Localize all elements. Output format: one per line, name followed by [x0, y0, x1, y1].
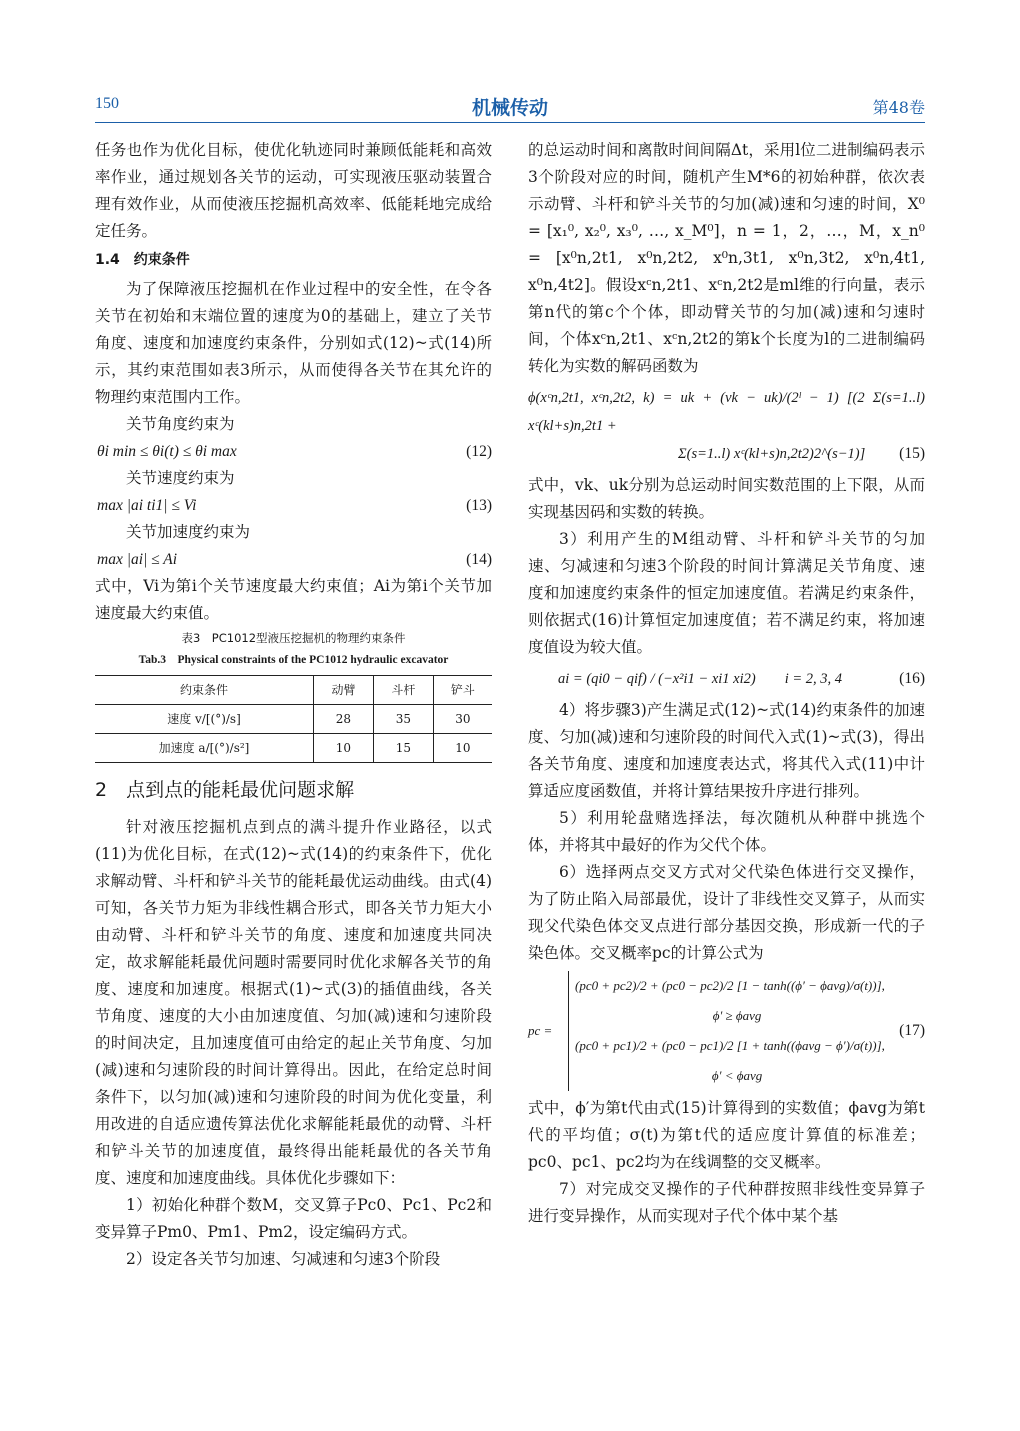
section-heading: 2 点到点的能耗最优问题求解 — [95, 779, 355, 801]
paragraph: 式中，ϕ′为第t代由式(15)计算得到的实数值；ϕavg为第t代的平均值；σ(t)为第t代的适应度计算值的标准差；pc0、pc1、pc2均为在线调整的交叉概率。 — [528, 1099, 925, 1171]
equation-number: (15) — [899, 445, 925, 462]
table-row — [95, 734, 492, 763]
paragraph: 针对液压挖掘机点到点的满斗提升作业路径，以式(11)为优化目标，在式(12)~式(14)的约束条件下，优化求解动臂、斗杆和铲斗关节的能耗最优运动曲线。由式(4)可知，各关节力矩为非线性耦合形式，即各关节力矩大小由动臂、斗杆和铲斗关节的角度、速度和加速度共同决定，故求解能耗最优问题时需要同时优化求解各关节的角度、速度和加速度。根据式(1)~式(3)的插值曲线，各关节角度、速度的大小由加速度值、匀加(减)速和匀速阶段的时间决定，且加速度值可由给定的起止关节角度、匀加(减)速和匀速阶段的时间计算得出。因此，在给定总时间条件下，以匀加(减)速和匀速阶段的时间为优化变量，利用改进的自适应遗传算法优化求解能耗最优的动臂、斗杆和铲斗关节的加速度值，最终得出能耗最优的各关节角度、速度和加速度曲线。具体优化步骤如下： — [95, 818, 492, 1187]
equation-number: (14) — [466, 551, 492, 568]
table-cell: 35 — [373, 705, 433, 734]
table-cell: 30 — [433, 705, 492, 734]
paragraph: 3）利用产生的M组动臂、斗杆和铲斗关节的匀加速、匀减速和匀速3个阶段的时间计算满足关节角度、速度和加速度约束条件的恒定加速度值。若满足约束条件，则依据式(16)计算恒定加速度值；若不满足约束，将加速度值设为较大值。 — [528, 530, 925, 656]
equation-body: max |ai| ≤ Ai — [97, 551, 178, 568]
paragraph: 4）将步骤3)产生满足式(12)~式(14)约束条件的加速度、匀加(减)速和匀速阶段的时间代入式(1)~式(3)，得出各关节角度、速度和加速度表达式，将其代入式(11)中计算适应度函数值，并将计算结果按升序进行排列。 — [528, 701, 925, 800]
paragraph: 7）对完成交叉操作的子代种群按照非线性变异算子进行变异操作，从而实现对子代个体中某个基 — [528, 1180, 925, 1225]
paragraph: 5）利用轮盘赌选择法，每次随机从种群中挑选个体，并将其中最好的作为父代个体。 — [528, 809, 925, 854]
case-line: (pc0 + pc2)/2 + (pc0 − pc2)/2 [1 − tanh((ϕ′ − ϕavg)/σ(t))], — [575, 978, 885, 993]
equation-line: Σ(s=1..l) xᶜ(kl+s)n,2t2)2^(s−1)] — [678, 446, 866, 462]
equation-number: (12) — [466, 443, 492, 460]
table-cell: 加速度 a/[(°)/s²] — [95, 734, 314, 763]
equation-14 — [95, 546, 492, 573]
equation-12 — [95, 438, 492, 465]
equation-label: 关节角度约束为 — [126, 415, 235, 433]
piecewise-cases — [568, 971, 899, 1091]
equation-16 — [528, 665, 925, 693]
section-heading: 1.4 约束条件 — [95, 252, 190, 268]
equation-15 — [528, 384, 925, 468]
case-line: (pc0 + pc1)/2 + (pc0 − pc1)/2 [1 + tanh((ϕavg − ϕ′)/σ(t))], — [575, 1038, 885, 1053]
equation-13 — [95, 492, 492, 519]
case-condition: ϕ′ ≥ ϕavg — [712, 1008, 762, 1023]
constraints-table — [95, 675, 492, 763]
table-header-cell: 动臂 — [314, 676, 374, 705]
paragraph: 式中，Vi为第i个关节速度最大约束值；Ai为第i个关节加速度最大约束值。 — [95, 577, 492, 622]
equation-body: θi min ≤ θi(t) ≤ θi max — [97, 443, 237, 460]
equation-number: (13) — [466, 497, 492, 514]
page-header — [95, 93, 925, 123]
table-cell: 10 — [314, 734, 374, 763]
table-row — [95, 705, 492, 734]
equation-body: ai = (qi0 − qif) / (−x²i1 − xi1 xi2) i = 2, 3, 4 — [558, 671, 843, 687]
table-cell: 15 — [373, 734, 433, 763]
paragraph: 为了保障液压挖掘机在作业过程中的安全性，在令各关节在初始和末端位置的速度为0的基础上，建立了关节角度、速度和加速度约束条件，分别如式(12)~式(14)所示，其约束范围如表3所示，从而使得各关节在其允许的物理约束范围内工作。 — [95, 280, 492, 406]
equation-body: max |ai ti1| ≤ Vi — [97, 497, 197, 514]
equation-17 — [528, 971, 925, 1091]
volume-label: 第48卷 — [872, 98, 925, 117]
table-caption-en: Tab.3 Physical constraints of the PC1012 hydraulic excavator — [138, 654, 449, 666]
paragraph: 式中，vk、uk分别为总运动时间实数范围的上下限，从而实现基因码和实数的转换。 — [528, 476, 925, 521]
table-cell: 28 — [314, 705, 374, 734]
table-cell: 10 — [433, 734, 492, 763]
paragraph: 2）设定各关节匀加速、匀减速和匀速3个阶段 — [126, 1250, 441, 1268]
paragraph: 6）选择两点交叉方式对父代染色体进行交叉操作，为了防止陷入局部最优，设计了非线性交叉算子，从而实现父代染色体交叉点进行部分基因交换，形成新一代的子染色体。交叉概率pc的计算公式为 — [528, 863, 925, 962]
table-header-cell: 约束条件 — [179, 682, 228, 697]
journal-title: 机械传动 — [471, 97, 548, 119]
table-caption-cn: 表3 PC1012型液压挖掘机的物理约束条件 — [181, 631, 406, 645]
equation-label: 关节加速度约束为 — [126, 523, 251, 541]
header-rule — [95, 122, 925, 123]
equation-label: 关节速度约束为 — [126, 469, 235, 487]
table-cell: 速度 v/[(°)/s] — [167, 711, 241, 726]
page-number: 150 — [95, 95, 119, 112]
paragraph: 的总运动时间和离散时间间隔Δt，采用l位二进制编码表示3个阶段对应的时间，随机产生M*6的初始种群，依次表示动臂、斗杆和铲斗关节的匀加(减)速和匀速的时间，X⁰ = [x₁⁰, x₂⁰, x₃⁰, …, x_M⁰]，n = 1，2，…，M，x_n⁰ = [x⁰n,2t1, x⁰n,2t2, x⁰n,3t1, x⁰n,3t2, x⁰n,4t1, x⁰n,4t2]。假设xᶜn,2t1、xᶜn,2t2是ml维的行向量，表示第n代的第c个个体，即动臂关节的匀加(减)速和匀速时间，个体xᶜn,2t1、xᶜn,2t2的第k个长度为l的二进制编码转化为实数的解码函数为 — [528, 141, 925, 375]
right-column — [528, 137, 925, 1230]
equation-lhs: pc = — [528, 1023, 553, 1038]
paragraph: 1）初始化种群个数M，交叉算子Pc0、Pc1、Pc2和变异算子Pm0、Pm1、Pm2，设定编码方式。 — [95, 1196, 492, 1241]
table-header-row — [95, 676, 492, 705]
equation-line: ϕ(xᶜn,2t1, xᶜn,2t2, k) = uk + (vk − uk)/(2ˡ − 1) [(2 Σ(s=1..l) xᶜ(kl+s)n,2t1 + — [528, 390, 925, 434]
equation-number: (17) — [899, 1022, 925, 1039]
paragraph: 任务也作为优化目标，使优化轨迹同时兼顾低能耗和高效率作业，通过规划各关节的运动，可实现液压驱动装置合理有效作业，从而使液压挖掘机高效率、低能耗地完成给定任务。 — [95, 141, 492, 240]
case-condition: ϕ′ < ϕavg — [711, 1068, 763, 1083]
left-column — [95, 137, 492, 1273]
table-header-cell: 铲斗 — [433, 676, 492, 705]
equation-number: (16) — [899, 670, 925, 687]
table-header-cell: 斗杆 — [373, 676, 433, 705]
